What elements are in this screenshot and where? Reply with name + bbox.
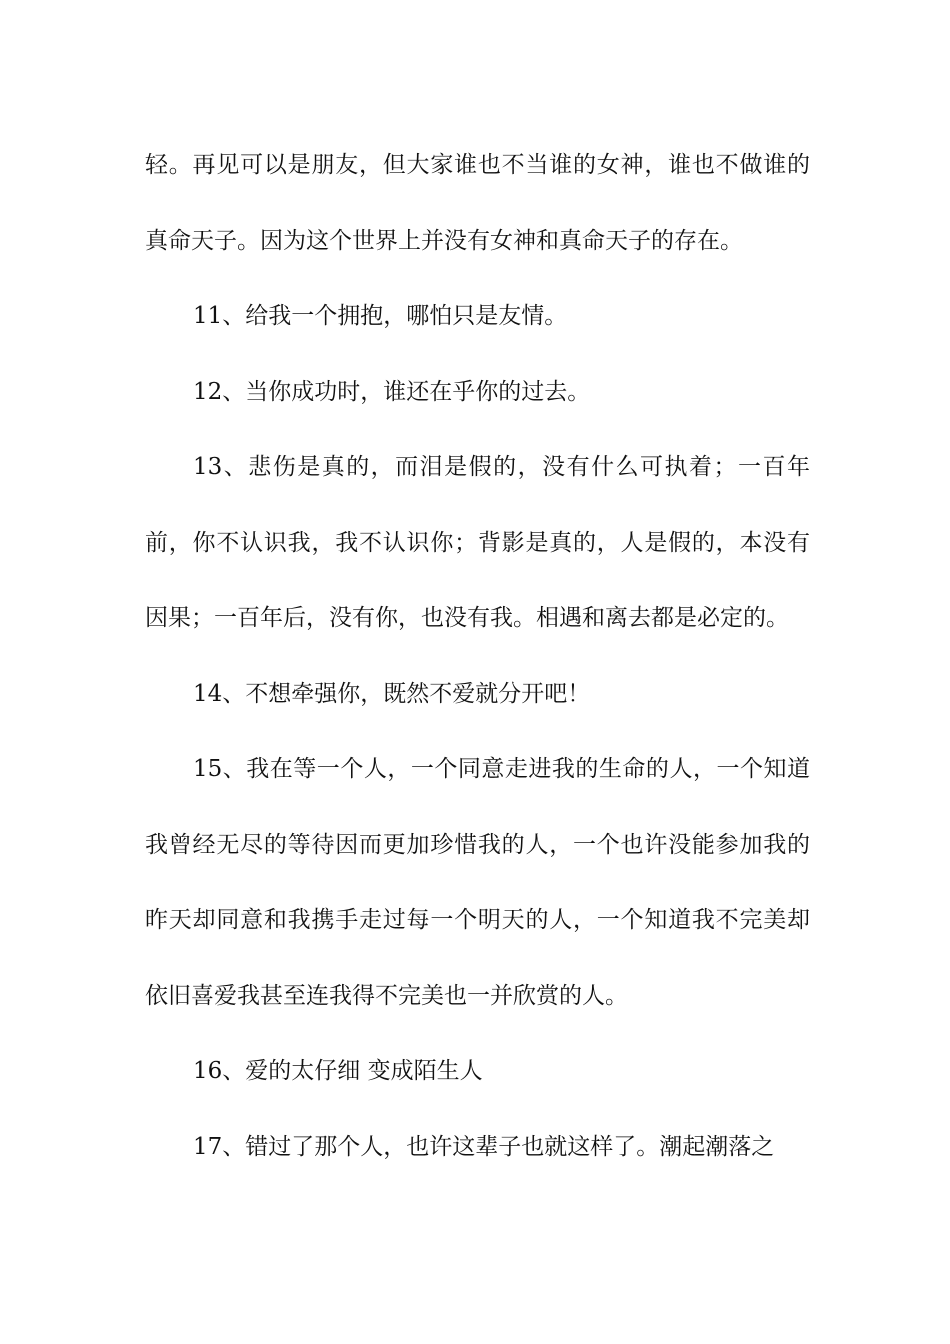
paragraph-item-13: 13、悲伤是真的，而泪是假的，没有什么可执着；一百年前，你不认识我，我不认识你；背影是真的，人是假的，本没有因果；一百年后，没有你，也没有我。相遇和离去都是必定的。 bbox=[145, 454, 810, 631]
paragraph-item-14: 14、不想牵强你，既然不爱就分开吧！ bbox=[193, 680, 591, 707]
paragraph-item-17: 17、错过了那个人，也许这辈子也就这样了。潮起潮落之 bbox=[193, 1133, 775, 1160]
paragraph-item-15: 15、我在等一个人，一个同意走进我的生命的人，一个知道我曾经无尽的等待因而更加珍惜我的人，一个也许没能参加我的昨天却同意和我携手走过每一个明天的人，一个知道我不完美却依旧喜爱我甚至连我得不完美也一并欣赏的人。 bbox=[145, 756, 810, 1009]
document-body bbox=[145, 128, 810, 1185]
paragraph-item-11: 11、给我一个拥抱，哪怕只是友情。 bbox=[193, 303, 568, 329]
paragraph-continuation: 轻。再见可以是朋友，但大家谁也不当谁的女神，谁也不做谁的真命天子。因为这个世界上并没有女神和真命天子的存在。 bbox=[145, 152, 810, 254]
paragraph-item-16: 16、爱的太仔细 变成陌生人 bbox=[193, 1058, 483, 1084]
paragraph-item-12: 12、当你成功时，谁还在乎你的过去。 bbox=[193, 378, 591, 405]
